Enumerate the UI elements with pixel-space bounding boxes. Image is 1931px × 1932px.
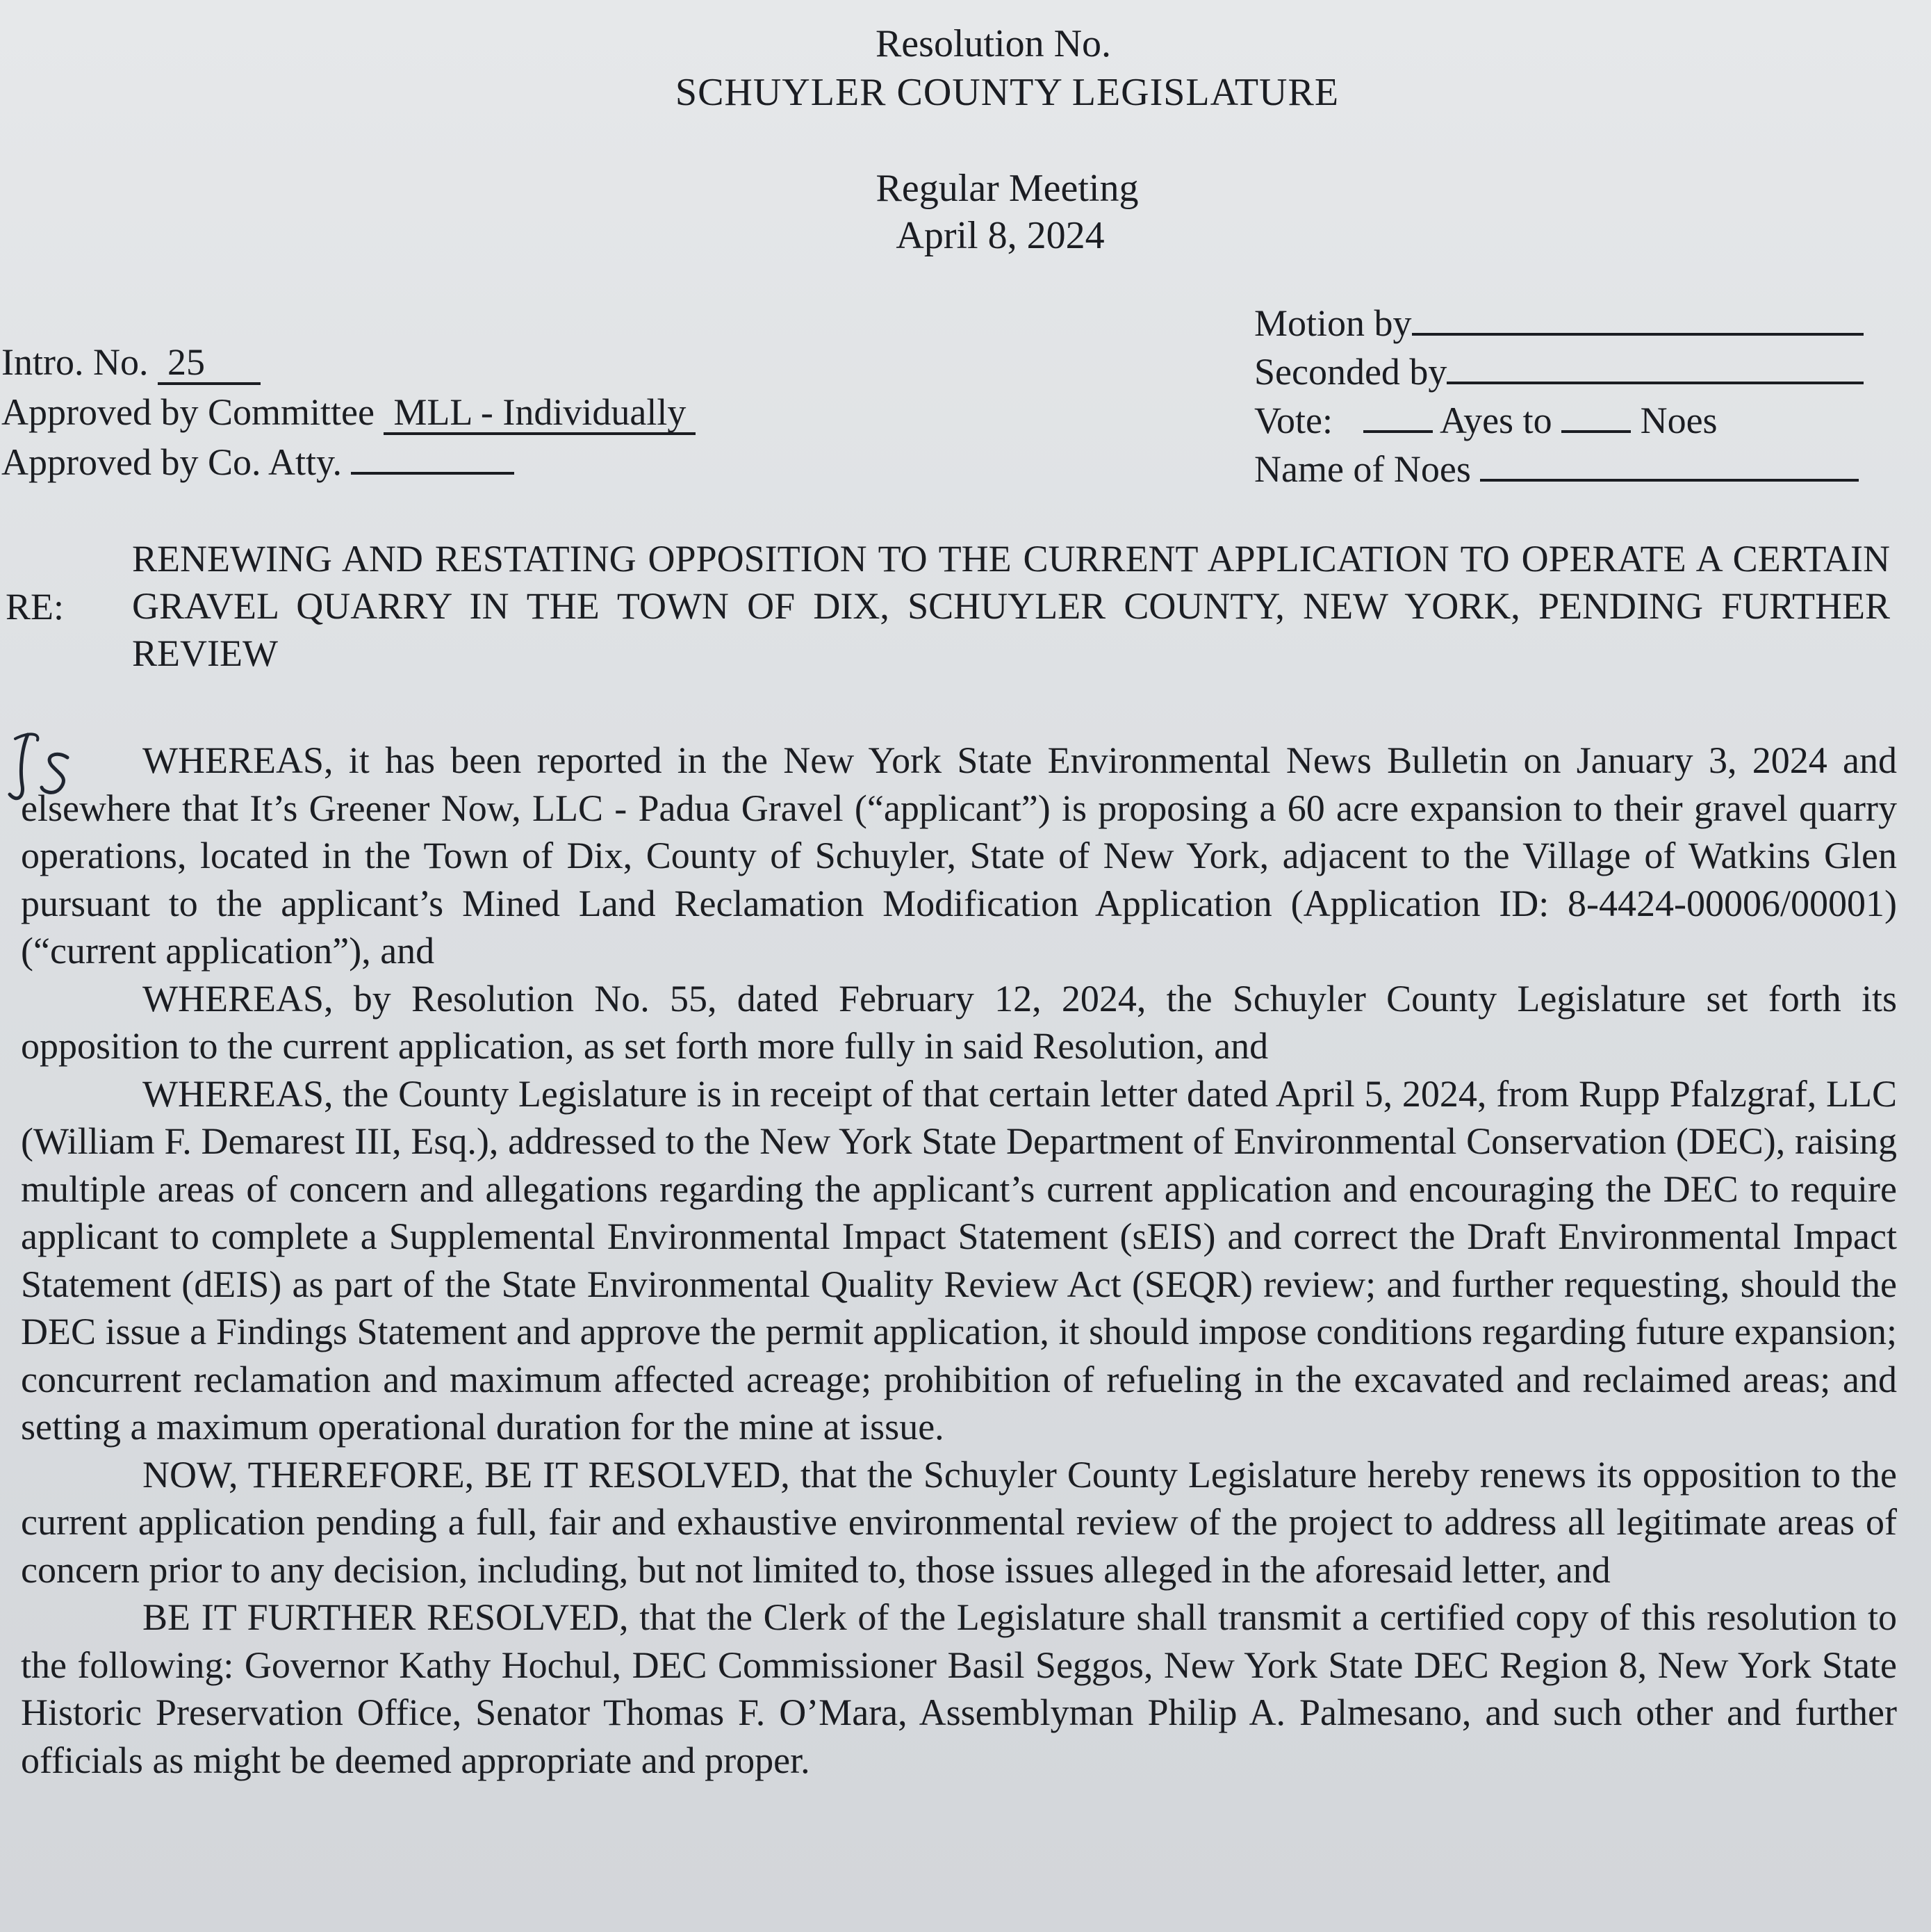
noes-label: Noes bbox=[1640, 400, 1718, 441]
name-of-noes-label: Name of Noes bbox=[1254, 448, 1471, 490]
seconded-label: Seconded by bbox=[1254, 351, 1447, 393]
meeting-type: Regular Meeting bbox=[876, 167, 1139, 210]
whereas-paragraph-2: WHEREAS, by Resolution No. 55, dated February 12, 2024, the Schuyler County Legislature set forth its opposition to the current application, as set forth more fully in said Resolution, and bbox=[21, 977, 1897, 1067]
committee-row bbox=[1, 387, 696, 437]
resolved-paragraph: NOW, THEREFORE, BE IT RESOLVED, that the Schuyler County Legislature hereby renews its opposition to the current application pending a full, fair and exhaustive environmental review of the project to address all legitimate areas of concern prior to any decision, including, but not limited to, those issues alleged in the aforesaid letter, and bbox=[21, 1453, 1897, 1591]
vote-row bbox=[1254, 396, 1864, 445]
attorney-row bbox=[1, 437, 696, 487]
ayes-blank bbox=[1363, 397, 1433, 433]
legislature-title: SCHUYLER COUNTY LEGISLATURE bbox=[675, 71, 1340, 114]
ayes-label: Ayes to bbox=[1440, 400, 1552, 441]
vote-label: Vote: bbox=[1254, 400, 1333, 441]
intro-number-label: Intro. No. bbox=[1, 341, 149, 383]
intro-block bbox=[1, 337, 696, 487]
motion-label: Motion by bbox=[1254, 302, 1412, 344]
re-subject: RENEWING AND RESTATING OPPOSITION TO THE CURRENT APPLICATION TO OPERATE A CERTAIN GRAVEL QUARRY IN THE TOWN OF DIX, SCHUYLER COUNTY, NEW YORK, PENDING FURTHER REVIEW bbox=[132, 538, 1890, 674]
name-of-noes-blank bbox=[1480, 445, 1859, 482]
committee-label: Approved by Committee bbox=[1, 391, 375, 433]
noes-blank bbox=[1561, 397, 1631, 433]
whereas-paragraph-3: WHEREAS, the County Legislature is in receipt of that certain letter dated April 5, 2024, from Rupp Pfalzgraf, LLC (William F. Demarest III, Esq.), addressed to the New York State Department of Environmental Conservation (DEC), raising multiple areas of concern and allegations regarding the applicant’s current application and encouraging the DEC to require applicant to complete a Supplemental Environmental Impact Statement (sEIS) and correct the Draft Environmental Impact Statement (dEIS) as part of the State Environmental Quality Review Act (SEQR) review; and further requesting, should the DEC issue a Findings Statement and approve the permit application, it should impose conditions regarding future expansion; concurrent reclamation and maximum affected acreage; prohibition of refueling in the excavated and reclaimed areas; and setting a maximum operational duration for the mine at issue. bbox=[21, 1072, 1897, 1448]
attorney-blank bbox=[351, 439, 514, 475]
vote-block bbox=[1254, 299, 1864, 493]
re-label: RE: bbox=[6, 586, 65, 628]
motion-blank bbox=[1412, 300, 1864, 336]
attorney-label: Approved by Co. Atty. bbox=[1, 441, 342, 483]
resolution-number-heading: Resolution No. bbox=[875, 22, 1112, 65]
resolution-body bbox=[21, 737, 1897, 1784]
seconded-row bbox=[1254, 347, 1864, 396]
seconded-blank bbox=[1447, 348, 1864, 384]
further-resolved-paragraph: BE IT FURTHER RESOLVED, that the Clerk of the Legislature shall transmit a certified copy of this resolution to the following: Governor Kathy Hochul, DEC Commissioner Basil Seggos, New York State DEC Region 8, New York State Historic Preservation Office, Senator Thomas F. O’Mara, Assemblyman Philip A. Palmesano, and such other and further officials as might be deemed appropriate and proper. bbox=[21, 1596, 1897, 1781]
intro-number-row bbox=[1, 337, 696, 387]
name-of-noes-row bbox=[1254, 445, 1864, 493]
meeting-date: April 8, 2024 bbox=[896, 214, 1105, 257]
motion-row bbox=[1254, 299, 1864, 347]
whereas-paragraph-1: WHEREAS, it has been reported in the New York State Environmental News Bulletin on January 3, 2024 and elsewhere that It’s Greener Now, LLC - Padua Gravel (“applicant”) is proposing a 60 acre expansion to their gravel quarry operations, located in the Town of Dix, County of Schuyler, State of New York, adjacent to the Village of Watkins Glen pursuant to the applicant’s Mined Land Reclamation Modification Application (Application ID: 8-4424-00006/00001) (“current application”), and bbox=[21, 739, 1897, 972]
committee-value: MLL - Individually bbox=[384, 392, 696, 435]
intro-number-value: 25 bbox=[158, 342, 261, 385]
